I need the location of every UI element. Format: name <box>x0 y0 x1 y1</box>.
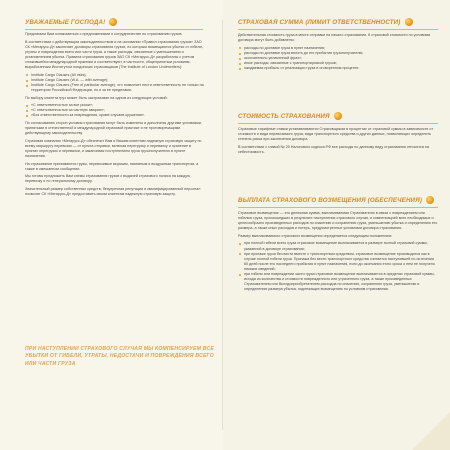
reputation-paragraph: Значительный размер собственных средств, безупречная репутация и квалифицированный персонал позволят СК «Мегарусс-Д» предоставить своим клиентам надежную страховую защиту. <box>25 186 201 197</box>
clause-item: Institute Cargo Clauses (Free of particular average), что позволяет нести ответственность не только на территории Российской Федерации, но и за ее пределами. <box>25 83 205 93</box>
rules-paragraph: В соответствии с действующим законодательством и на основании «Правил страхования грузов» ЗАО СК «Мегарусс-Д» заключает договоры страхования грузов, по которым возмещаются убытки от гибели, утраты и повреждения всего или части груза, а также расходы, связанные с уменьшением и установлением убытка. Правила страхования грузов ЗАО СК «Мегарусс-Д» разработаны с учетом сложившейся международной практики и соответствуют, в частности, общепринятым условиям, выработанным Институтом лондонских страховщиков (The Institute of London Underwriters): <box>25 39 203 70</box>
sum-heading-rule <box>238 29 438 30</box>
payment-heading-rule <box>238 207 438 208</box>
greeting-heading <box>25 18 117 26</box>
cost-tax-paragraph: В соответствии с главой № 25 Налогового кодекса РФ все расходы по данному виду страхования относятся на себестоимость. <box>238 144 429 154</box>
clause-item: Institute Cargo Clauses (All risks); <box>25 73 205 78</box>
orange-bullet-dot-icon <box>109 18 117 26</box>
transport-paragraph: На страхование принимаются грузы, перевозимые морским, наземным и воздушным транспортом, а также в смешанном сообщении. <box>25 161 199 171</box>
page-corner-decoration <box>412 412 450 450</box>
cost-heading <box>238 112 342 120</box>
option-item: «С ответственностью за все риски»; <box>25 103 205 108</box>
orange-bullet-dot-icon <box>405 18 413 26</box>
payment-size-intro: Размер выплачиваемого страхового возмещения определяется следующим положением: <box>238 233 393 238</box>
sum-item: ожидаемая прибыль от реализации груза в оговоренном проценте. <box>238 66 438 71</box>
sum-item: расходы по доставке груза в пункт назначения; <box>238 46 438 51</box>
sum-heading-text: СТРАХОВАЯ СУММА (ЛИМИТ ОТВЕТСТВЕННОСТИ) <box>238 18 401 26</box>
options-list <box>25 103 205 118</box>
payment-item: при полной гибели всего груза страховое возмещение выплачивается в размере полной страховой суммы, указанной в договоре страхования; <box>238 241 438 251</box>
greeting-heading-rule <box>25 29 203 30</box>
orange-bullet-dot-icon <box>334 112 342 120</box>
cost-heading-text: СТОИМОСТЬ СТРАХОВАНИЯ <box>238 112 330 120</box>
cost-paragraph: Страховые тарифные ставки устанавливаются Страховщиком в процентах от страховой суммы в зависимости от стоимости и вида перевозимого груза, вида транспортного средства и других данных, позволяющих определить степень риска при заключении договора. <box>238 127 434 142</box>
payment-items-list <box>238 241 438 292</box>
orange-bullet-dot-icon <box>426 196 434 204</box>
clause-item: Institute Cargo Clauses (W.A. — with average); <box>25 78 205 83</box>
option-item: «Без ответственности за повреждения, кроме случаев крушения». <box>25 113 205 118</box>
sum-item: расходы по доставке груза вплоть до его прибытия грузополучателю; <box>238 51 438 56</box>
schemes-paragraph: Мы готовы предложить Вам схемы страхования грузов с выдачей страхового полиса на каждую перевозку и по генеральному договору. <box>25 174 190 184</box>
payment-definition: Страховое возмещение — это денежная сумма, выплачиваемая Страхователю в связи с повреждением или гибелью груза, произошедших в результате наступления страхового случая, и компенсацией всех необходимых и целесообразно произведенных расходов по спасению и сохранению груза, уменьшению убытка и определению его размера, а также иных расходов и потерь, предусмотренных условиями договора страхования. <box>238 211 438 231</box>
sum-heading <box>238 18 413 26</box>
payment-heading-text: ВЫПЛАТА СТРАХОВОГО ВОЗМЕЩЕНИЯ (ОБЕСПЕЧЕНИЯ) <box>238 196 423 204</box>
highlight-quote: ПРИ НАСТУПЛЕНИИ СТРАХОВОГО СЛУЧАЯ МЫ КОМПЕНСИРУЕМ ВСЕ УБЫТКИ ОТ ГИБЕЛИ, УТРАТЫ, НЕДОСТАЧИ И ПОВРЕЖДЕНИЯ ВСЕГО ИЛИ ЧАСТИ ГРУЗА <box>25 346 214 367</box>
protection-paragraph: Страховая компания «Мегарусс-Д» обеспечит Вам и Вашим клиентам надежную страховую защиту по всему маршруту перевозки — от пункта отправки, включая перегрузку и перевалку и хранение в пунктах перегрузок и перевалки, и заканчивая поступлением груза грузополучателю в пункте назначения. <box>25 138 202 158</box>
payment-heading <box>238 196 434 204</box>
left-body-text <box>25 32 205 200</box>
cost-body <box>238 127 438 157</box>
sum-item: окончательно уплаченный фрахт; <box>238 56 438 61</box>
sum-intro: Действительная стоимость груза в месте отправки на начало страхования. К страховой стоимости по условиям договора могут быть добавлены: <box>238 33 431 43</box>
sum-item: иные расходы, связанные с транспортировкой грузов; <box>238 61 438 66</box>
payment-item: при гибели или повреждении части груза страховое возмещение выплачивается в пределах страховой суммы, исходя из количества и стоимости поврежденного или утраченного груза, а также произведенных Страхователем или Выгодоприобретателем расходов по спасению, сохранению груза, уменьшению и определению размера убытка, подлежащих возмещению по условиям страхования. <box>238 272 438 292</box>
intro-paragraph: Предлагаем Вам ознакомиться с предложениями о сотрудничестве по страхованию грузов. <box>25 32 183 36</box>
payment-item: при пропаже груза без вести вместе с транспортным средством, страховое возмещение производится как в случае полной гибели груза. Пропажа без вести транспортного средства считается наступившей по истечении 60 дней после его последнего прибытия в пункт назначения, если до окончания этого срока о нем не получено никаких сведений; <box>238 252 438 272</box>
column-divider <box>222 20 223 430</box>
greeting-heading-text: УВАЖАЕМЫЕ ГОСПОДА! <box>25 18 106 26</box>
option-item: «С ответственностью за частную аварию»; <box>25 108 205 113</box>
clauses-list <box>25 73 205 93</box>
payment-body <box>238 211 438 295</box>
choice-intro-paragraph: По выбору клиента груз может быть застрахован на одном из следующих условий: <box>25 95 168 100</box>
sum-body <box>238 33 438 74</box>
sum-items-list <box>238 46 438 71</box>
conditions-paragraph: По согласованию сторон условия страхования могут быть изменены и дополнены другими условиями, принятыми в отечественной и международной страховой практике и не противоречащими действующему законодательству. <box>25 120 202 136</box>
cost-heading-rule <box>238 123 438 124</box>
